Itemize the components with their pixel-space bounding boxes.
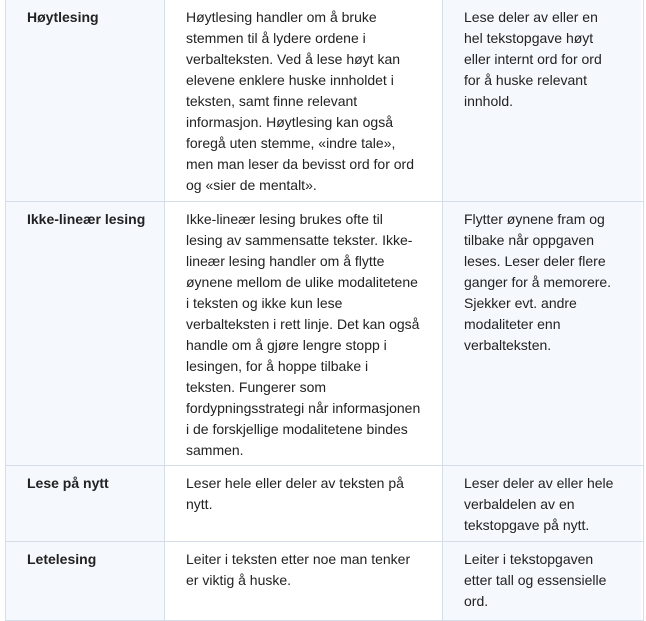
strategy-application-cell: Lese deler av eller en hel tekstopgave høyt eller internt ord for ord for å huske relevant innhold.: [443, 0, 641, 201]
table-row: [6, 466, 643, 542]
strategy-application-cell: Flytter øynene fram og tilbake når oppgaven leses. Leser deler flere ganger for å memorere. Sjekker evt. andre modaliteter enn verbalteksten.: [443, 202, 641, 465]
strategy-description-cell: Leser hele eller deler av teksten på nytt.: [165, 466, 443, 541]
strategy-term-cell: Lese på nytt: [6, 466, 165, 541]
strategy-application-cell: Leiter i tekstopgaven etter tall og essensielle ord.: [443, 542, 641, 620]
strategy-description-cell: Høytlesing handler om å bruke stemmen til å lydere ordene i verbalteksten. Ved å lese høyt kan elevene enklere huske innholdet i teksten, samt finne relevant informasjon. Høytlesing kan også foregå uten stemme, «indre tale», men man leser da bevisst ord for ord og «sier de mentalt».: [165, 0, 443, 201]
table-row: [6, 542, 643, 621]
table-row: [6, 0, 643, 202]
strategy-term-cell: Letelesing: [6, 542, 165, 620]
table-row: [6, 202, 643, 466]
strategy-description-cell: Ikke-lineær lesing brukes ofte til lesing av sammensatte tekster. Ikke-lineær lesing handler om å flytte øynene mellom de ulike modalitetene i teksten og ikke kun lese verbalteksten i rett linje. Det kan også handle om å gjøre lengre stopp i lesingen, for å hoppe tilbake i teksten. Fungerer som fordypningsstrategi når informasjonen i de forskjellige modalitetene bindes sammen.: [165, 202, 443, 465]
strategy-description-cell: Leiter i teksten etter noe man tenker er viktig å huske.: [165, 542, 443, 620]
strategy-term-cell: Høytlesing: [6, 0, 165, 201]
strategy-application-cell: Leser deler av eller hele verbaldelen av en tekstopgave på nytt.: [443, 466, 641, 541]
strategy-term-cell: Ikke-lineær lesing: [6, 202, 165, 465]
reading-strategies-table: [5, 0, 644, 621]
